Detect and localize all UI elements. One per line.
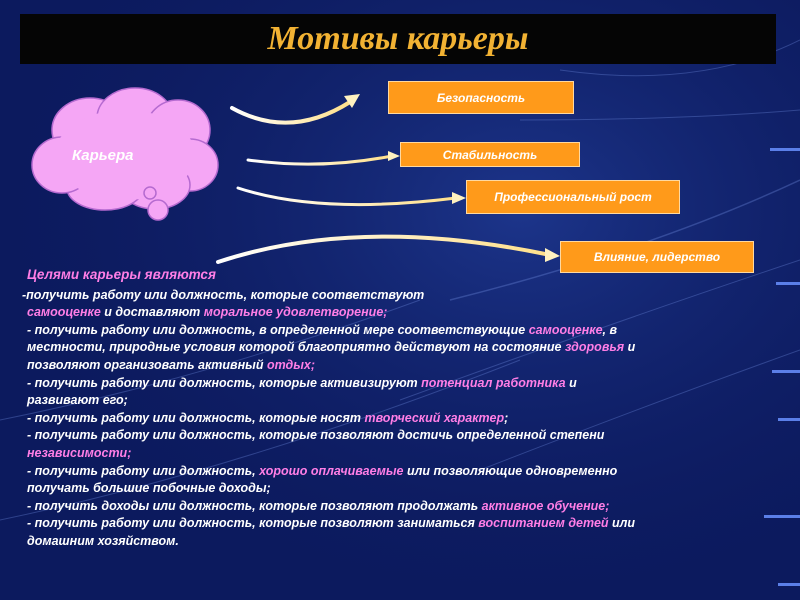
goal-line	[22, 287, 772, 305]
goal-line	[22, 375, 772, 393]
goal-highlight: хорошо оплачиваемые	[259, 463, 404, 478]
goal-line	[22, 445, 772, 463]
goal-text: домашним хозяйством.	[27, 533, 179, 548]
motive-box-professional-growth: Профессиональный рост	[466, 180, 680, 214]
goal-line	[22, 410, 772, 428]
goal-text: - получить работу или должность, которые носят	[27, 410, 365, 425]
goal-text: ;	[504, 410, 509, 425]
goal-line	[22, 498, 772, 516]
title-bar	[20, 14, 776, 64]
goal-text: , в	[602, 322, 618, 337]
goal-highlight: независимости;	[27, 445, 132, 460]
goal-highlight: потенциал работника	[421, 375, 566, 390]
goal-text: - получить работу или должность,	[27, 463, 260, 478]
goal-text: и доставляют	[100, 305, 204, 320]
goal-line	[22, 357, 772, 375]
goal-text: или позволяющие одновременно	[403, 463, 618, 478]
goal-text: и	[624, 340, 636, 355]
goal-highlight: воспитанием детей	[478, 516, 609, 531]
goal-line	[22, 515, 772, 533]
goal-line	[22, 463, 772, 481]
career-goals-text	[22, 266, 772, 551]
goal-line	[22, 480, 772, 498]
goal-highlight: самооценке	[27, 305, 101, 320]
goal-text: или	[608, 516, 636, 531]
cloud-label: Карьера	[72, 147, 134, 164]
goal-highlight: моральное удовлетворение;	[203, 305, 388, 320]
goal-text: позволяют организовать активный	[27, 357, 267, 372]
goal-line	[22, 427, 772, 445]
goal-line	[22, 339, 772, 357]
goal-text: - получить работу или должность, которые позволяют заниматься	[27, 516, 479, 531]
goal-text: - получить работу или должность, которые активизируют	[27, 375, 422, 390]
goal-highlight: здоровья	[564, 340, 625, 355]
page-title: Мотивы карьеры	[267, 20, 529, 57]
motive-box-stability: Стабильность	[400, 142, 580, 167]
goal-highlight: самооценке	[528, 322, 603, 337]
motive-box-security: Безопасность	[388, 81, 574, 114]
goal-text: получать большие побочные доходы;	[27, 481, 271, 496]
goal-highlight: отдых;	[266, 357, 316, 372]
goal-highlight: творческий характер	[364, 410, 505, 425]
goal-line	[22, 392, 772, 410]
goal-text: -получить работу или должность, которые соответствуют	[22, 287, 425, 302]
goal-line	[22, 304, 772, 322]
goals-heading: Целями карьеры являются	[27, 267, 216, 282]
goal-text: - получить доходы или должность, которые позволяют продолжать	[27, 498, 482, 513]
goal-text: и	[565, 375, 577, 390]
goal-text: - получить работу или должность, которые позволяют достичь определенной степени	[27, 428, 605, 443]
goals-list	[22, 287, 772, 551]
goal-text: развивают его;	[27, 393, 128, 408]
goal-line	[22, 533, 772, 551]
goal-text: - получить работу или должность, в определенной мере соответствующие	[27, 322, 529, 337]
goal-highlight: активное обучение;	[481, 498, 610, 513]
goal-text: местности, природные условия которой благоприятно действуют на состояние	[27, 340, 565, 355]
motive-box-influence: Влияние, лидерство	[560, 241, 754, 273]
goal-line	[22, 322, 772, 340]
